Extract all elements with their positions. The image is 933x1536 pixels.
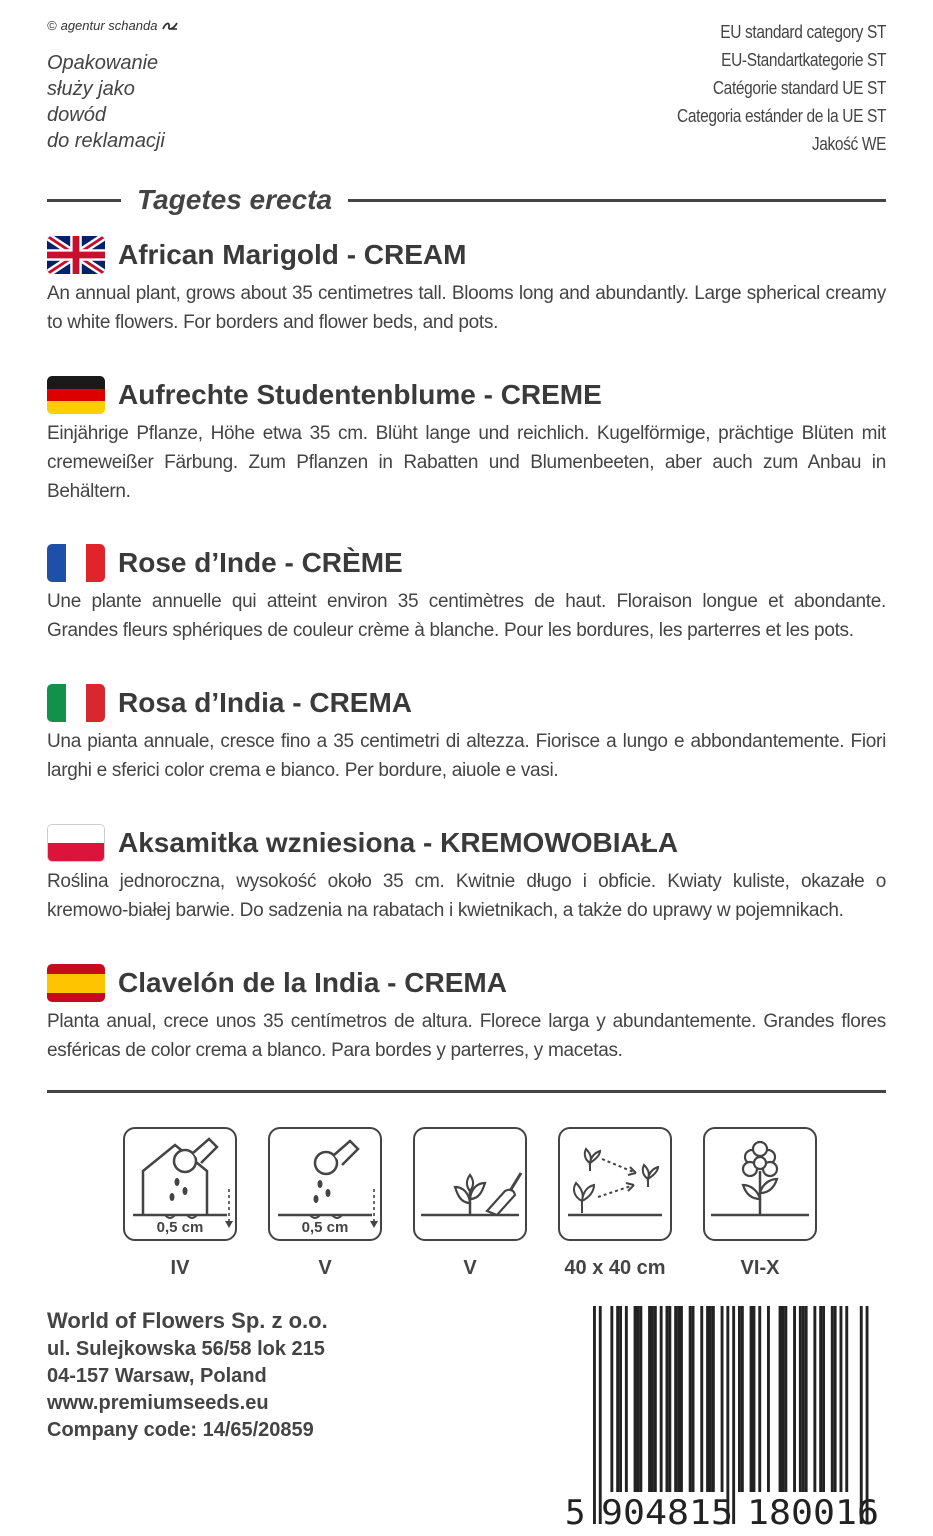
- barcode-bar: [793, 1306, 796, 1492]
- eu-category-line: Jakość WE: [811, 134, 886, 154]
- barcode-bar: [666, 1306, 669, 1492]
- section-fr: [47, 541, 886, 645]
- barcode-bar: [648, 1306, 651, 1492]
- barcode-first-digit: 5: [565, 1493, 586, 1528]
- barcode-left-group: 904815: [601, 1493, 733, 1528]
- barcode-bar: [660, 1306, 663, 1492]
- barcode-right-group: 180016: [747, 1493, 879, 1528]
- note-line: do reklamacji: [47, 130, 165, 152]
- barcode-bar: [700, 1306, 703, 1492]
- barcode-bar: [654, 1306, 657, 1492]
- section-title: Clavelón de la India - CREMA: [118, 967, 507, 998]
- spanish-flag-icon: [47, 964, 105, 1002]
- barcode-bar: [689, 1306, 692, 1492]
- section-title: Rosa d’India - CREMA: [118, 687, 413, 718]
- transplant-icon: [413, 1127, 527, 1241]
- company-website[interactable]: www.premiumseeds.eu: [47, 1392, 269, 1414]
- section-pl: [47, 821, 886, 925]
- divider: [47, 1090, 886, 1093]
- latin-name-row: [47, 180, 886, 220]
- barcode-bar: [758, 1306, 761, 1492]
- spacing-icon: [558, 1127, 672, 1241]
- eu-category-line: EU standard category ST: [720, 22, 886, 42]
- note-line: służy jako: [47, 78, 135, 100]
- company-city: 04-157 Warsaw, Poland: [47, 1365, 267, 1387]
- barcode-bar: [637, 1306, 640, 1492]
- icon-caption: V: [318, 1257, 332, 1279]
- barcode-bar: [634, 1306, 637, 1492]
- eu-category-line: Catégorie standard UE ST: [712, 78, 886, 98]
- barcode-bar: [692, 1306, 695, 1492]
- section-title: Rose d’Inde - CRÈME: [118, 547, 403, 578]
- note-line: dowód: [47, 104, 106, 126]
- barcode-bar: [738, 1306, 741, 1492]
- barcode-bar: [709, 1306, 712, 1492]
- barcode-bar: [712, 1306, 715, 1492]
- barcode-bar: [822, 1306, 825, 1492]
- barcode-bar: [799, 1306, 802, 1492]
- barcode-bar: [819, 1306, 822, 1492]
- section-description: An annual plant, grows about 35 centimetres tall. Blooms long and abundantly. Large spherical creamy to white flowers. For borders and flower beds, and pots.: [47, 283, 886, 333]
- italian-flag-icon: [47, 684, 105, 722]
- flowering-icon: [703, 1127, 817, 1241]
- barcode-bar: [741, 1306, 744, 1492]
- section-title: Aufrechte Studentenblume - CREME: [118, 379, 602, 410]
- barcode-bar: [845, 1306, 848, 1492]
- barcode-bar: [831, 1306, 834, 1492]
- barcode-bar: [732, 1306, 735, 1524]
- barcode-bar: [779, 1306, 782, 1492]
- polish-flag-icon: [47, 824, 105, 862]
- barcode-bar: [834, 1306, 837, 1492]
- icon-caption: V: [463, 1257, 477, 1279]
- eu-category-line: EU-Standartkategorie ST: [720, 50, 886, 70]
- copyright-notice: [47, 18, 179, 33]
- icon-caption: IV: [170, 1257, 190, 1279]
- sow-indoors-icon: [123, 1127, 237, 1241]
- section-description: Una pianta annuale, cresce fino a 35 centimetri di altezza. Fiorisce a lungo e abbondantemente. Fiori larghi e sferici color crema e bianco. Per bordure, aiuole e vasi.: [47, 731, 886, 781]
- sowing-instructions: [122, 1127, 818, 1280]
- barcode-bar: [866, 1306, 869, 1524]
- icon-column: [557, 1127, 673, 1280]
- section-description: Einjährige Pflanze, Höhe etwa 35 cm. Blüht lange und reichlich. Kugelförmige, prächtige Blüten mit cremeweißer Färbung. Zum Pflanzen in Rabatten und Blumenbeeten, aber auch zum Anbau in Behältern.: [47, 423, 886, 502]
- barcode-bar: [840, 1306, 843, 1492]
- section-title: Aksamitka wzniesiona - KREMOWOBIAŁA: [118, 827, 679, 858]
- sow-outdoors-icon: [268, 1127, 382, 1241]
- barcode-graphic: [565, 1306, 887, 1528]
- barcode-bar: [813, 1306, 816, 1492]
- eu-category-list: [643, 18, 886, 158]
- barcode-bar: [753, 1306, 756, 1492]
- section-title: African Marigold - CREAM: [118, 239, 467, 270]
- barcode-bar: [706, 1306, 709, 1492]
- barcode-bar: [677, 1306, 680, 1492]
- barcode-bar: [782, 1306, 785, 1492]
- icon-column: [267, 1127, 383, 1280]
- depth-label: 0,5 cm: [156, 1219, 204, 1236]
- company-info: [47, 1306, 328, 1444]
- barcode-bar: [726, 1306, 729, 1524]
- barcode-bar: [625, 1306, 628, 1492]
- barcode-bar: [639, 1306, 642, 1492]
- barcode-bar: [767, 1306, 770, 1492]
- company-code: Company code: 14/65/20859: [47, 1419, 314, 1441]
- barcode-bar: [674, 1306, 677, 1492]
- uk-flag-icon: [47, 236, 105, 274]
- company-name: World of Flowers Sp. z o.o.: [47, 1308, 328, 1333]
- company-street: ul. Sulejkowska 56/58 lok 215: [47, 1338, 325, 1360]
- barcode-bar: [802, 1306, 805, 1492]
- icon-caption: 40 x 40 cm: [564, 1257, 666, 1279]
- barcode-bar: [599, 1306, 602, 1524]
- section-description: Une plante annuelle qui atteint environ 35 centimètres de haut. Floraison longue et abondante. Grandes fleurs sphériques de couleur crème à blanche. Pour les bordures, les parterres et les pots.: [47, 591, 886, 641]
- barcode-bar: [860, 1306, 863, 1524]
- complaint-note: [47, 50, 165, 154]
- divider: [47, 199, 121, 202]
- latin-name: Tagetes erecta: [137, 184, 333, 215]
- icon-caption: VI-X: [740, 1257, 780, 1279]
- agency-logo-icon: [161, 20, 179, 32]
- barcode-bar: [805, 1306, 808, 1492]
- barcode-bar: [668, 1306, 671, 1492]
- barcode-bar: [616, 1306, 619, 1492]
- depth-label: 0,5 cm: [301, 1219, 349, 1236]
- barcode-bar: [721, 1306, 724, 1492]
- barcode: [565, 1306, 887, 1528]
- icon-column: [702, 1127, 818, 1280]
- barcode-bar: [651, 1306, 654, 1492]
- french-flag-icon: [47, 544, 105, 582]
- barcode-bar: [593, 1306, 596, 1524]
- section-description: Roślina jednoroczna, wysokość około 35 cm. Kwitnie długo i obficie. Kwiaty kuliste, okazałe o kremowo-białej barwie. Do sadzenia na rabatach i kwietnikach, a także do uprawy w pojemnikach.: [47, 871, 886, 921]
- section-description: Planta anual, crece unos 35 centímetros de altura. Florece larga y abundantemente. Grandes flores esféricas de color crema a blanco. Para bordes y parterres, y macetas.: [47, 1011, 886, 1061]
- eu-category-line: Categoria estánder de la UE ST: [676, 106, 886, 126]
- section-en: [47, 233, 886, 337]
- section-es: [47, 961, 886, 1065]
- barcode-bar: [784, 1306, 787, 1492]
- barcode-bar: [680, 1306, 683, 1492]
- barcode-bar: [750, 1306, 753, 1492]
- barcode-bar: [619, 1306, 622, 1492]
- note-line: Opakowanie: [47, 52, 159, 74]
- german-flag-icon: [47, 376, 105, 414]
- copyright-icon: ©: [47, 18, 57, 33]
- divider: [348, 199, 886, 202]
- barcode-bar: [610, 1306, 613, 1492]
- icon-column: [122, 1127, 238, 1280]
- copyright-text: agentur schanda: [60, 18, 158, 33]
- section-it: [47, 681, 886, 785]
- icon-column: [412, 1127, 528, 1280]
- section-de: [47, 373, 886, 506]
